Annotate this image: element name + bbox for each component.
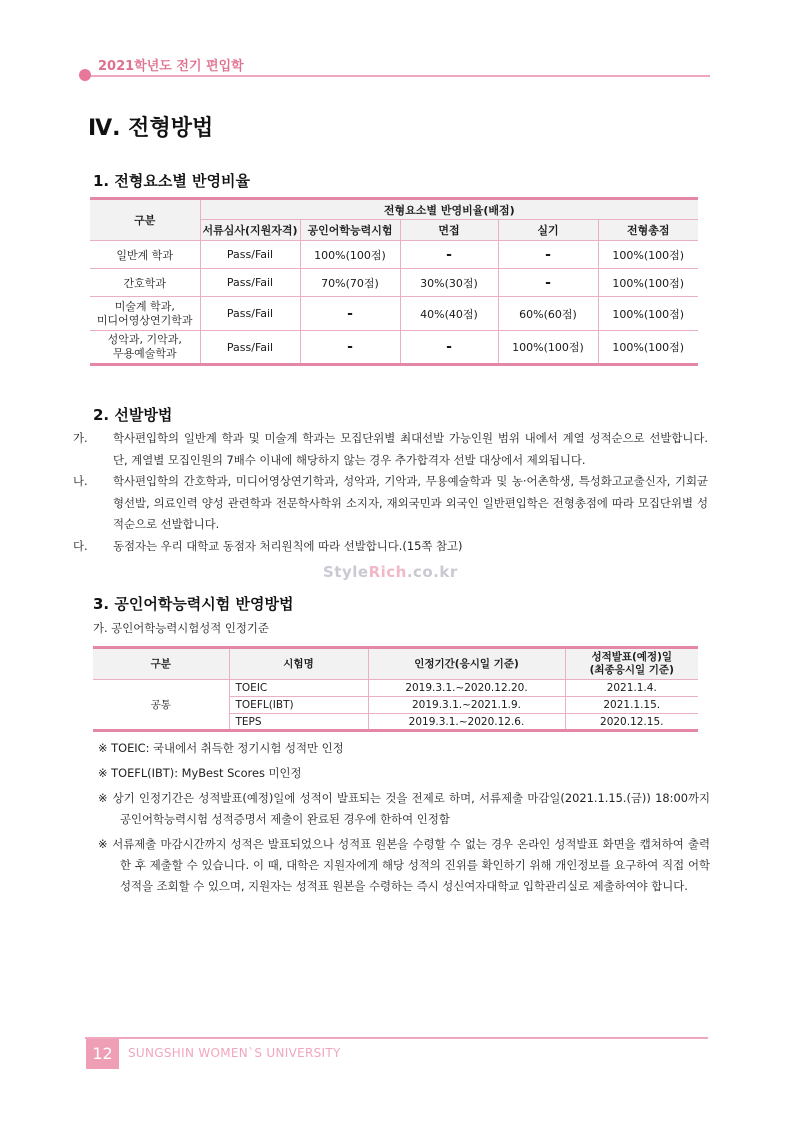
ratio-header-practical: 실기	[498, 220, 598, 241]
list-item-text: 학사편입학의 간호학과, 미디어영상연기학과, 성악과, 기악과, 무용예술학과 및 농·어촌학생, 특성화고교출신자, 기회균형선발, 의료인력 양성 관련학과 전문학사학위 소지자, 재외국민과 외국인 일반편입학은 전형총점에 따라 모집단위별 성적순으로 선발합니다.	[113, 474, 708, 531]
ratio-header-documents: 서류심사(지원자격)	[200, 220, 300, 241]
table-cell: 100%(100점)	[598, 241, 698, 269]
lang-header-group: 구분	[93, 648, 229, 680]
row-group-line: 성악과, 기악과,	[107, 333, 182, 346]
table-row	[90, 241, 698, 269]
table-cell: 100%(100점)	[598, 297, 698, 331]
ratio-table-top-header: 전형요소별 반영비율(배점)	[200, 199, 698, 220]
footer-university: SUNGSHIN WOMEN`S UNIVERSITY	[128, 1046, 341, 1060]
language-notes	[98, 738, 710, 901]
header-dot	[79, 69, 91, 81]
list-item-text: 동점자는 우리 대학교 동점자 처리원칙에 따라 선발합니다.(15쪽 참고)	[113, 538, 463, 553]
section2-title: 2. 선발방법	[93, 406, 173, 424]
watermark-part: Rich	[368, 563, 407, 581]
table-cell: -	[498, 241, 598, 269]
lang-header-date-line: 성적발표(예정)일	[591, 651, 673, 663]
table-cell: -	[400, 331, 498, 365]
row-group-line: 무용예술학과	[112, 347, 177, 360]
page-number: 12	[86, 1039, 119, 1069]
exam-result-date: 2021.1.4.	[565, 680, 698, 697]
list-marker: 가.	[73, 431, 88, 445]
table-row	[90, 269, 698, 297]
exam-period: 2019.3.1.~2021.1.9.	[368, 697, 565, 714]
table-cell: Pass/Fail	[200, 241, 300, 269]
lang-header-period: 인정기간(응시일 기준)	[368, 648, 565, 680]
exam-name: TEPS	[229, 714, 368, 731]
list-item-text: 학사편입학의 일반계 학과 및 미술계 학과는 모집단위별 최대선발 가능인원 범위 내에서 계열 성적순으로 선발합니다. 단, 계열별 모집인원의 7배수 이내에 해당하지 않는 경우 추가합격자 선발 대상에서 제외됩니다.	[113, 431, 708, 467]
row-group: 간호학과	[90, 269, 200, 297]
footer-rule	[85, 1037, 708, 1039]
section3-title: 3. 공인어학능력시험 반영방법	[93, 595, 294, 613]
header-rule	[90, 75, 710, 77]
table-cell: -	[300, 331, 400, 365]
exam-period: 2019.3.1.~2020.12.6.	[368, 714, 565, 731]
list-marker: 다.	[73, 538, 88, 553]
table-cell: -	[498, 269, 598, 297]
table-cell: -	[400, 241, 498, 269]
selection-method-list	[73, 428, 708, 557]
exam-result-date: 2020.12.15.	[565, 714, 698, 731]
table-cell: 30%(30점)	[400, 269, 498, 297]
row-group	[90, 297, 200, 331]
table-cell: -	[300, 297, 400, 331]
section3-subtitle: 가. 공인어학능력시험성적 인정기준	[93, 621, 269, 635]
table-cell: Pass/Fail	[200, 297, 300, 331]
lang-header-date	[565, 648, 698, 680]
table-row	[93, 680, 698, 697]
list-marker: 나.	[73, 474, 88, 488]
row-group-line: 미디어영상연기학과	[96, 313, 193, 327]
table-cell: 70%(70점)	[300, 269, 400, 297]
table-cell: 40%(40점)	[400, 297, 498, 331]
chapter-title: Ⅳ. 전형방법	[88, 116, 214, 141]
note-item: ※ TOEFL(IBT): MyBest Scores 미인정	[98, 766, 302, 780]
exam-name: TOEIC	[229, 680, 368, 697]
exam-period: 2019.3.1.~2020.12.20.	[368, 680, 565, 697]
exam-result-date: 2021.1.15.	[565, 697, 698, 714]
list-item	[73, 428, 708, 471]
ratio-header-interview: 면접	[400, 220, 498, 241]
watermark	[323, 563, 458, 581]
table-cell: Pass/Fail	[200, 269, 300, 297]
row-group: 일반계 학과	[90, 241, 200, 269]
note-item: ※ TOEIC: 국내에서 취득한 정기시험 성적만 인정	[98, 741, 344, 755]
lang-group-common: 공통	[93, 680, 229, 731]
table-cell: 100%(100점)	[598, 331, 698, 365]
lang-header-exam: 시험명	[229, 648, 368, 680]
table-row	[90, 297, 698, 331]
row-group-line: 미술계 학과,	[114, 299, 175, 313]
table-row	[90, 331, 698, 365]
ratio-table	[90, 197, 698, 366]
header-title: 2021학년도 전기 편입학	[98, 59, 244, 74]
exam-name: TOEFL(IBT)	[229, 697, 368, 714]
table-cell: 100%(100점)	[300, 241, 400, 269]
table-cell: Pass/Fail	[200, 331, 300, 365]
list-item	[73, 471, 708, 536]
list-item	[73, 536, 708, 558]
ratio-header-total: 전형총점	[598, 220, 698, 241]
ratio-header-language: 공인어학능력시험	[300, 220, 400, 241]
row-group	[90, 331, 200, 365]
table-cell: 60%(60점)	[498, 297, 598, 331]
language-test-table	[93, 646, 698, 732]
watermark-part: Style	[323, 563, 369, 581]
watermark-part: .co.kr	[406, 563, 458, 581]
table-cell: 100%(100점)	[598, 269, 698, 297]
lang-header-date-line: (최종응시일 기준)	[589, 664, 674, 676]
table-cell: 100%(100점)	[498, 331, 598, 365]
section1-title: 1. 전형요소별 반영비율	[93, 172, 250, 190]
ratio-table-group-header: 구분	[90, 199, 200, 241]
note-item: ※ 서류제출 마감시간까지 성적은 발표되었으나 성적표 원본을 수령할 수 없는 경우 온라인 성적발표 화면을 캡쳐하여 출력한 후 제출할 수 있습니다. 이 때, 대학은 지원자에게 해당 성적의 진위를 확인하기 위해 개인정보를 요구하여 직접 어학성적을 조회할 수 있으며, 지원자는 성적표 원본을 수령하는 즉시 성신여자대학교 입학관리실로 제출하여야 합니다.	[98, 837, 710, 893]
note-item: ※ 상기 인정기간은 성적발표(예정)일에 성적이 발표되는 것을 전제로 하며, 서류제출 마감일(2021.1.15.(금)) 18:00까지 공인어학능력시험 성적증명서 제출이 완료된 경우에 한하여 인정함	[98, 791, 710, 826]
